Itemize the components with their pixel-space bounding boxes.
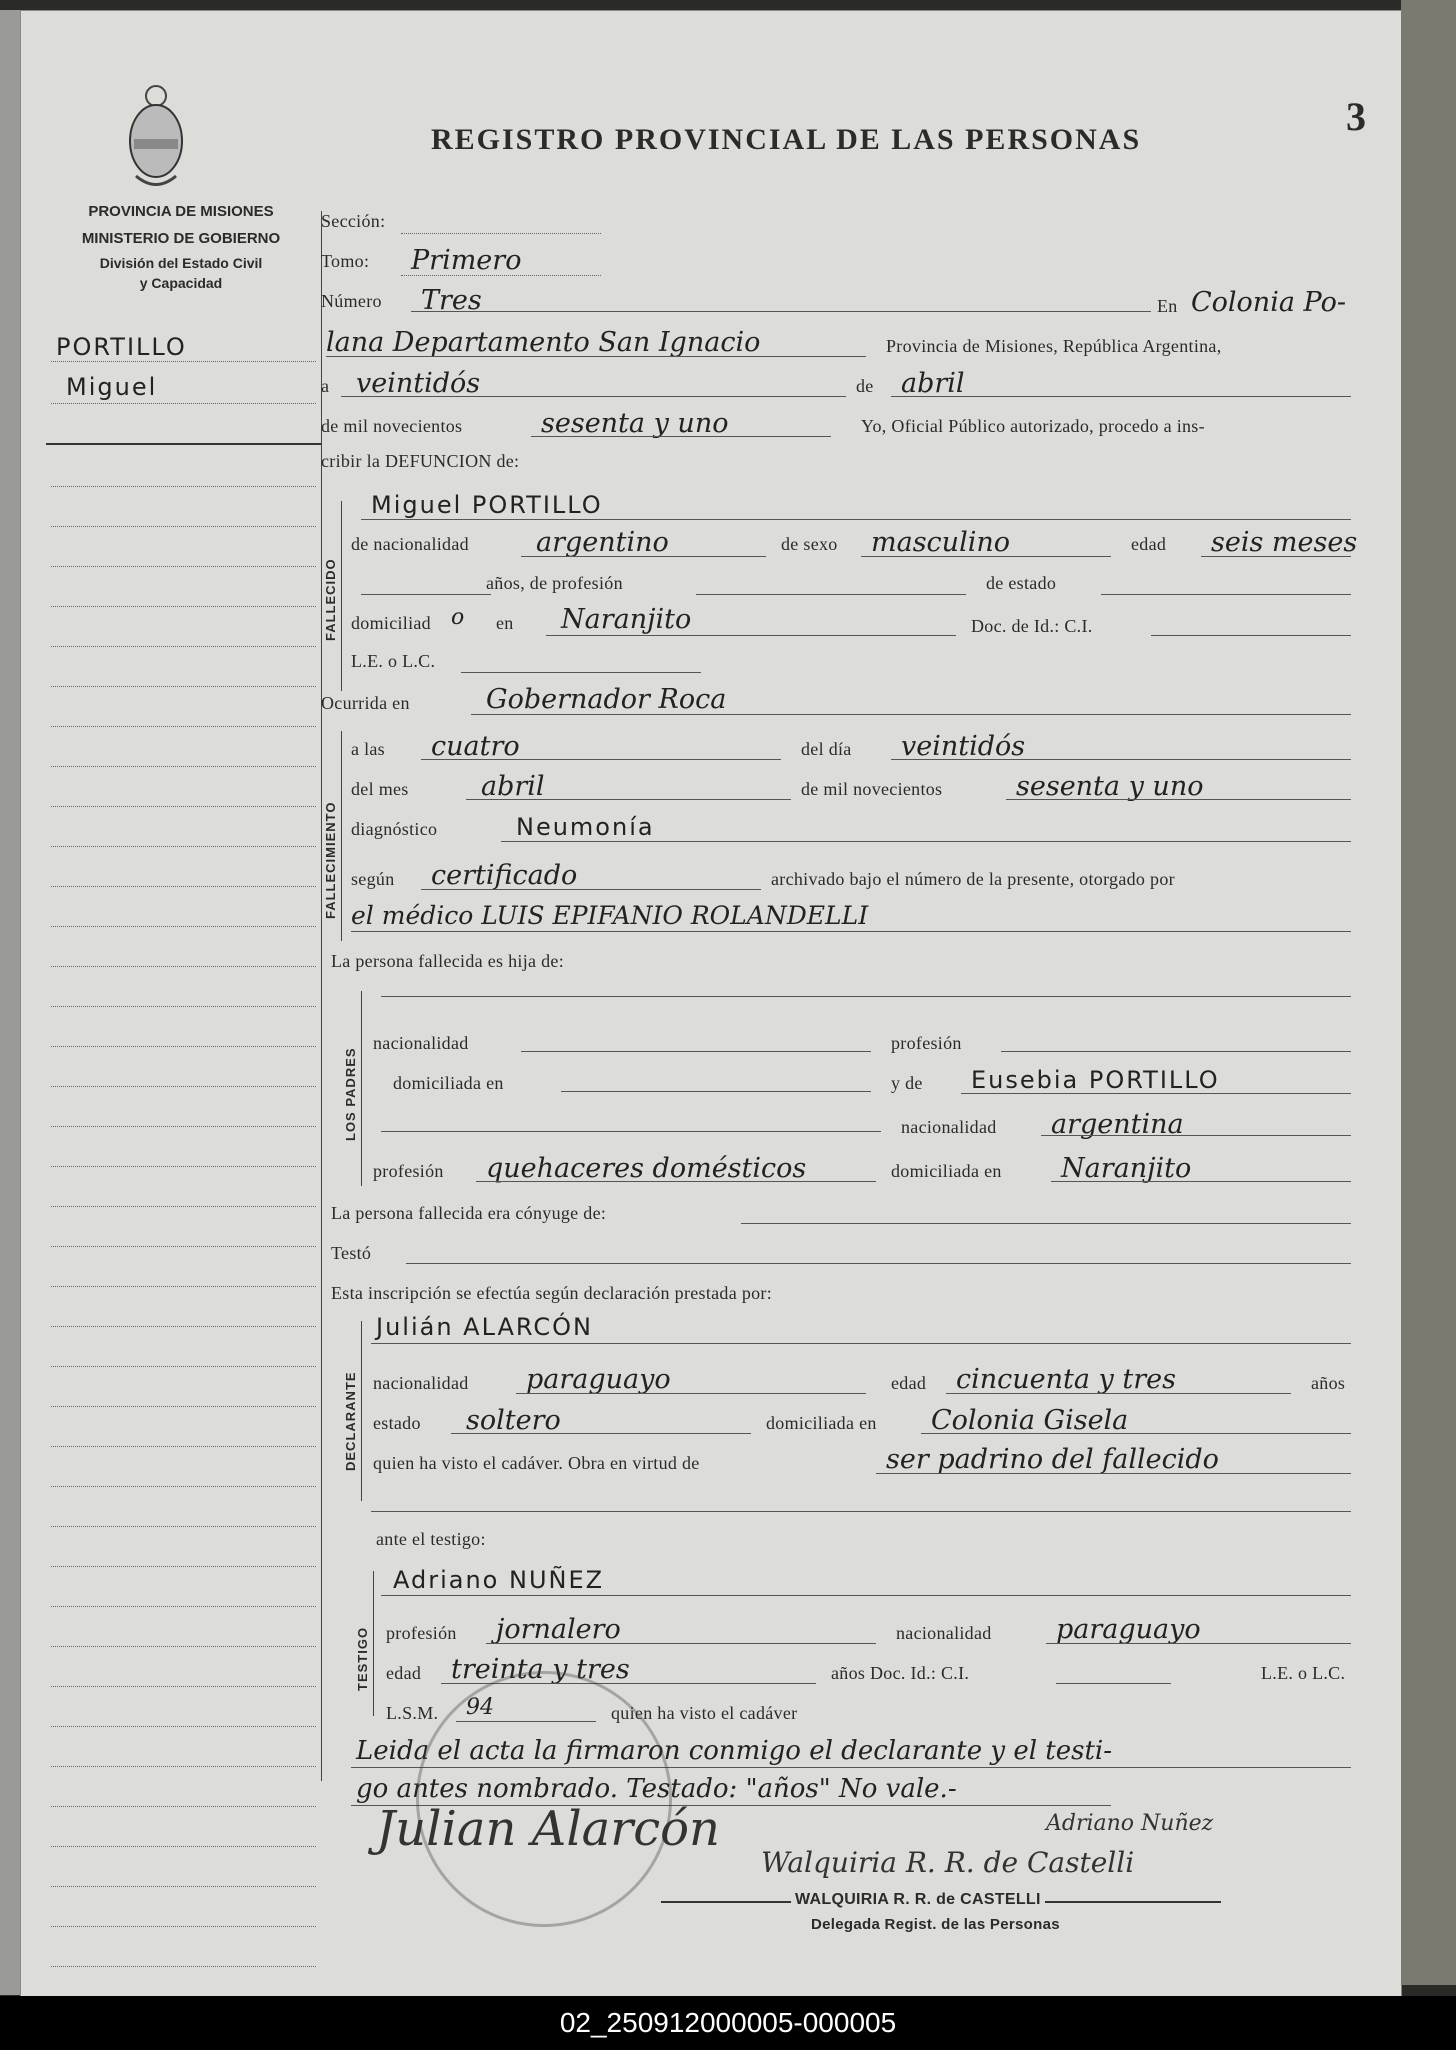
- page-number: 3: [1346, 94, 1366, 139]
- field-line: [1151, 635, 1351, 636]
- en-label-2: en: [496, 613, 514, 633]
- field-line: [1006, 799, 1351, 800]
- provincia-label: Provincia de Misiones, República Argentina,: [886, 336, 1222, 356]
- field-line: [326, 356, 866, 357]
- testigo-section-label: TESTIGO: [355, 1626, 370, 1691]
- field-line: [361, 519, 1351, 520]
- de-mil-value: sesenta y uno: [1016, 771, 1204, 802]
- document-title: REGISTRO PROVINCIAL DE LAS PERSONAS: [431, 123, 1142, 156]
- sidebar-rule: [51, 1046, 316, 1047]
- sidebar-rule: [51, 1406, 316, 1407]
- field-line: [876, 1473, 1351, 1474]
- anos-label: años: [1311, 1373, 1346, 1393]
- capacity-header: y Capacidad: [139, 275, 223, 291]
- testigo-name: Adriano NUÑEZ: [393, 1566, 605, 1594]
- sidebar-rule: [51, 646, 316, 647]
- lsm-label: L.S.M.: [386, 1703, 439, 1723]
- binding-spine: [0, 10, 20, 1995]
- medico-value: el médico LUIS EPIFANIO ROLANDELLI: [351, 901, 869, 930]
- field-line: [696, 594, 966, 595]
- ocurrida-label: Ocurrida en: [321, 693, 410, 713]
- field-line: [741, 1223, 1351, 1224]
- field-line: [371, 1343, 1351, 1344]
- field-line: [561, 1091, 871, 1092]
- field-line: [921, 1433, 1351, 1434]
- estado-label: de estado: [986, 573, 1057, 593]
- sidebar-rule: [51, 1006, 316, 1007]
- nacionalidad-value: argentino: [536, 527, 669, 558]
- sidebar-rule: [51, 846, 316, 847]
- sidebar-rule: [51, 726, 316, 727]
- sidebar-rule: [51, 1686, 316, 1687]
- sidebar-rule: [51, 1206, 316, 1207]
- sidebar-rule: [51, 1726, 316, 1727]
- sidebar-rule: [51, 1126, 316, 1127]
- edad-declarante-label: edad: [891, 1373, 927, 1393]
- seccion-label: Sección:: [321, 211, 386, 231]
- quien-visto-2-label: quien ha visto el cadáver: [611, 1703, 798, 1723]
- doc-testigo-label: años Doc. Id.: C.I.: [831, 1663, 970, 1683]
- field-line: [421, 759, 781, 760]
- a-label: a: [321, 376, 330, 396]
- sidebar-rule: [51, 1566, 316, 1567]
- sidebar-rule: [51, 1886, 316, 1887]
- field-line: [451, 1433, 751, 1434]
- sidebar-rule: [46, 443, 321, 445]
- sidebar-rule: [51, 566, 316, 567]
- del-dia-value: veintidós: [901, 731, 1026, 762]
- del-mes-value: abril: [481, 771, 545, 802]
- sidebar-rule: [51, 1846, 316, 1847]
- declarante-name: Julián ALARCÓN: [376, 1313, 594, 1341]
- field-line: [341, 396, 846, 397]
- field-line: [486, 1643, 876, 1644]
- domiciliad-label: domiciliad: [351, 613, 431, 633]
- diagnostico-value: Neumonía: [516, 813, 655, 841]
- inscripcion-label: Esta inscripción se efectúa según declaración prestada por:: [331, 1283, 773, 1303]
- ante-testigo-label: ante el testigo:: [376, 1529, 486, 1549]
- section-bar: [341, 501, 342, 691]
- tomo-label: Tomo:: [321, 251, 370, 271]
- nacionalidad-madre-label: nacionalidad: [901, 1117, 997, 1137]
- le-lc-testigo-label: L.E. o L.C.: [1261, 1663, 1346, 1683]
- domiciliada-declarante-label: domiciliada en: [766, 1413, 877, 1433]
- nacionalidad-declarante-label: nacionalidad: [373, 1373, 469, 1393]
- official-seal-stamp: [416, 1671, 672, 1927]
- doc-id-label: Doc. de Id.: C.I.: [971, 616, 1093, 636]
- testigo-profesion-value: jornalero: [496, 1614, 621, 1645]
- tomo-value: Primero: [411, 245, 522, 276]
- y-de-label: y de: [891, 1073, 923, 1093]
- sidebar-rule: [51, 1446, 316, 1447]
- sidebar-divider: [321, 211, 322, 1781]
- sidebar-rule: [51, 526, 316, 527]
- testigo-nacionalidad-value: paraguayo: [1056, 1614, 1201, 1645]
- declarante-section-label: DECLARANTE: [343, 1371, 358, 1471]
- sidebar-surname: PORTILLO: [56, 333, 187, 361]
- segun-value: certificado: [431, 860, 578, 891]
- de-label: de: [856, 376, 874, 396]
- declarante-edad-value: cincuenta y tres: [956, 1364, 1176, 1395]
- field-line: [421, 889, 761, 890]
- edad-label: edad: [1131, 534, 1167, 554]
- sidebar-rule: [51, 806, 316, 807]
- sidebar-rule: [51, 1246, 316, 1247]
- field-line: [361, 594, 491, 595]
- seal-role: Delegada Regist. de las Personas: [811, 1916, 1060, 1933]
- sidebar-rule: [51, 403, 316, 404]
- sidebar-rule: [51, 1926, 316, 1927]
- obra-virtud-value: ser padrino del fallecido: [886, 1444, 1219, 1475]
- field-line: [1001, 1051, 1351, 1052]
- sidebar-rule: [51, 1486, 316, 1487]
- madre-profesion-value: quehaceres domésticos: [486, 1153, 807, 1184]
- mes-value: abril: [901, 368, 965, 399]
- del-dia-label: del día: [801, 739, 852, 759]
- field-line: [546, 635, 956, 636]
- yo-label: Yo, Oficial Público autorizado, procedo a ins-: [861, 416, 1205, 436]
- field-line: [521, 556, 766, 557]
- hora-value: cuatro: [431, 731, 520, 762]
- sidebar-rule: [51, 1646, 316, 1647]
- fallecido-section-label: FALLECIDO: [323, 558, 338, 641]
- madre-value: Eusebia PORTILLO: [971, 1066, 1220, 1094]
- sexo-label: de sexo: [781, 534, 838, 554]
- province-header: PROVINCIA DE MISIONES: [88, 203, 274, 220]
- sidebar-rule: [51, 966, 316, 967]
- field-line: [1056, 1683, 1171, 1684]
- domiciliada-madre-label: domiciliada en: [891, 1161, 1002, 1181]
- edad-testigo-label: edad: [386, 1663, 422, 1683]
- field-line: [516, 1393, 866, 1394]
- testo-label: Testó: [331, 1243, 372, 1263]
- madre-domicilio-value: Naranjito: [1061, 1153, 1192, 1184]
- madre-nacionalidad-value: argentina: [1051, 1109, 1184, 1140]
- field-line: [531, 436, 831, 437]
- binder-edge: [1401, 0, 1456, 1985]
- declarante-domicilio-value: Colonia Gisela: [931, 1405, 1129, 1436]
- field-line: [1041, 1135, 1351, 1136]
- official-signature: Walquiria R. R. de Castelli: [761, 1846, 1135, 1879]
- sidebar-rule: [51, 1606, 316, 1607]
- field-line: [406, 1263, 1351, 1264]
- field-line: [371, 1511, 1351, 1512]
- document-page: [20, 10, 1402, 1997]
- archivado-label: archivado bajo el número de la presente, otorgado por: [771, 869, 1175, 889]
- domiciliad-suffix: o: [451, 605, 465, 630]
- estado-declarante-label: estado: [373, 1413, 421, 1433]
- field-line: [471, 714, 1351, 715]
- field-line: [1046, 1643, 1351, 1644]
- padres-section-label: LOS PADRES: [343, 1047, 358, 1141]
- conyuge-label: La persona fallecida era cónyuge de:: [331, 1203, 607, 1223]
- numero-label: Número: [321, 291, 382, 311]
- profesion-padre-label: profesión: [891, 1033, 962, 1053]
- sidebar-rule: [51, 606, 316, 607]
- field-line: [891, 396, 1351, 397]
- field-line: [461, 672, 701, 673]
- field-line: [946, 1393, 1291, 1394]
- declarante-estado-value: soltero: [466, 1405, 561, 1436]
- testigo-signature: Adriano Nuñez: [1046, 1811, 1214, 1836]
- closing-note-line2: go antes nombrado. Testado: "años" No vale.-: [356, 1774, 957, 1804]
- section-bar: [373, 1571, 374, 1716]
- sidebar-rule: [51, 1966, 316, 1967]
- en-value: Colonia Po-: [1191, 287, 1346, 318]
- sidebar-rule: [51, 1366, 316, 1367]
- sidebar-rule: [51, 1086, 316, 1087]
- dia-value: veintidós: [356, 368, 481, 399]
- de-mil-label-2: de mil novecientos: [801, 779, 943, 799]
- sidebar-rule: [51, 1766, 316, 1767]
- field-line: [381, 1595, 1351, 1596]
- field-line: [891, 759, 1351, 760]
- edad-value: seis meses: [1211, 527, 1358, 558]
- lsm-number: 94: [466, 1695, 494, 1720]
- hija-de-label: La persona fallecida es hija de:: [331, 951, 564, 971]
- sidebar-rule: [51, 1286, 316, 1287]
- nacionalidad-testigo-label: nacionalidad: [896, 1623, 992, 1643]
- section-bar: [361, 991, 362, 1186]
- diagnostico-label: diagnóstico: [351, 819, 438, 839]
- sidebar-rule: [51, 886, 316, 887]
- section-bar: [361, 1321, 362, 1501]
- domicilio-value: Naranjito: [561, 604, 692, 635]
- segun-label: según: [351, 869, 395, 889]
- field-line: [401, 233, 601, 234]
- fallecido-name: Miguel PORTILLO: [371, 491, 603, 519]
- le-lc-label: L.E. o L.C.: [351, 651, 436, 671]
- coat-of-arms-emblem: [126, 81, 186, 196]
- seal-name: WALQUIRIA R. R. de CASTELLI: [791, 1891, 1045, 1909]
- sidebar-rule: [51, 1166, 316, 1167]
- field-line: [501, 841, 1351, 842]
- del-mes-label: del mes: [351, 779, 409, 799]
- locality-value: lana Departamento San Ignacio: [326, 327, 761, 358]
- declarante-nacionalidad-value: paraguayo: [526, 1364, 671, 1395]
- quien-ha-visto-label: quien ha visto el cadáver. Obra en virtud de: [373, 1453, 700, 1473]
- field-line: [351, 931, 1351, 932]
- field-line: [1101, 594, 1351, 595]
- field-line: [381, 1131, 881, 1132]
- profesion-testigo-label: profesión: [386, 1623, 457, 1643]
- field-line: [411, 311, 1156, 312]
- sidebar-given-name: Miguel: [66, 373, 158, 401]
- declarante-signature: Julian Alarcón: [376, 1801, 720, 1857]
- field-line: [476, 1181, 876, 1182]
- sidebar-rule: [51, 926, 316, 927]
- en-label: En: [1151, 296, 1184, 317]
- ano-value: sesenta y uno: [541, 408, 729, 439]
- field-line: [381, 996, 1351, 997]
- a-las-label: a las: [351, 739, 385, 759]
- anos-profesion-label: años, de profesión: [486, 573, 623, 593]
- sidebar-rule: [51, 1806, 316, 1807]
- domiciliada-padre-label: domiciliada en: [393, 1073, 504, 1093]
- nacionalidad-padre-label: nacionalidad: [373, 1033, 469, 1053]
- de-mil-label: de mil novecientos: [321, 416, 463, 436]
- sidebar-rule: [51, 1326, 316, 1327]
- field-line: [961, 1093, 1351, 1094]
- sidebar-rule: [51, 361, 316, 362]
- fallecimiento-section-label: FALLECIMIENTO: [323, 801, 338, 919]
- sidebar-rule: [51, 486, 316, 487]
- field-line: [401, 275, 601, 276]
- sidebar-rule: [51, 686, 316, 687]
- image-caption: 02_250912000005-000005: [0, 1996, 1456, 2050]
- field-line: [1201, 556, 1351, 557]
- testigo-edad-value: treinta y tres: [451, 1654, 630, 1685]
- ministry-header: MINISTERIO DE GOBIERNO: [81, 230, 281, 247]
- field-line: [861, 556, 1111, 557]
- field-line: [521, 1051, 871, 1052]
- division-header: División del Estado Civil: [99, 255, 263, 271]
- cribir-label: cribir la DEFUNCION de:: [321, 451, 520, 471]
- ocurrida-value: Gobernador Roca: [486, 684, 727, 715]
- field-line: [466, 799, 791, 800]
- sidebar-rule: [51, 1526, 316, 1527]
- nacionalidad-label: de nacionalidad: [351, 534, 469, 554]
- field-line: [1051, 1181, 1351, 1182]
- profesion-madre-label: profesión: [373, 1161, 444, 1181]
- closing-note-line1: Leida el acta la firmaron conmigo el declarante y el testi-: [356, 1736, 1113, 1766]
- sidebar-rule: [51, 766, 316, 767]
- sexo-value: masculino: [871, 527, 1010, 558]
- numero-value: Tres: [421, 285, 482, 316]
- section-bar: [341, 731, 342, 941]
